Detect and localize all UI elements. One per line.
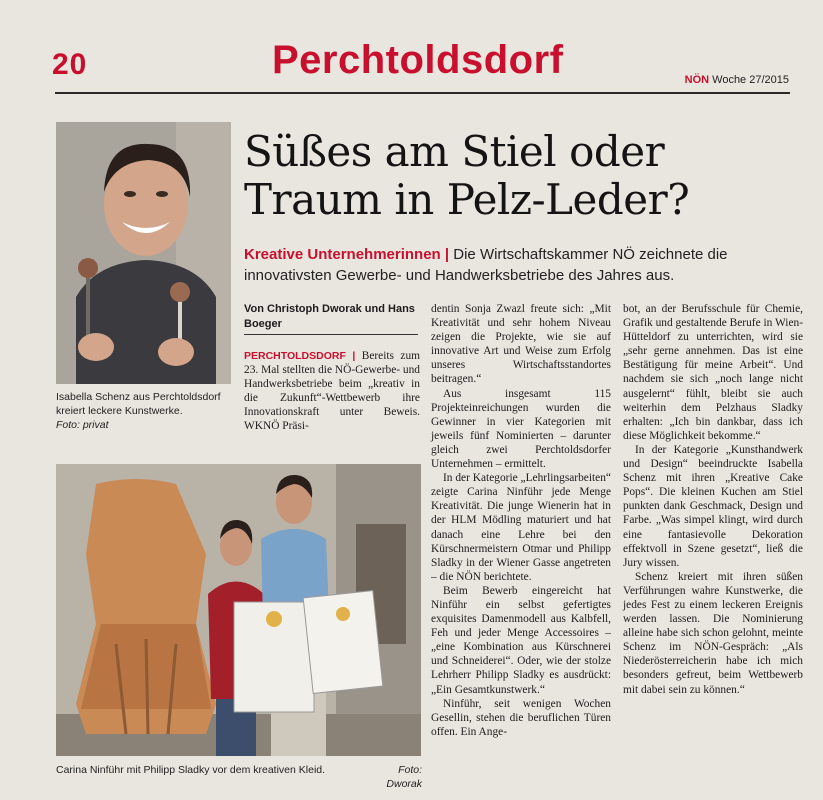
header-rule [55,92,790,94]
byline: Von Christoph Dworak und Hans Boeger [244,303,415,330]
paragraph-text: Bereits zum 23. Mal stellten die NÖ-Gewerbe- und Handwerksbetriebe beim „kreativ in die Zukunft“-Wettbewerb ihre Innovationskraft unter Beweis. WKNÖ Präsi- [244,350,420,433]
headline-line-2: Traum in Pelz-Leder? [244,175,690,224]
article-column-3 [623,302,803,697]
section-title: Perchtoldsdorf [272,38,564,82]
article-column-2 [431,302,611,739]
headline [244,128,804,224]
photo-ninfuehr-sladky [56,464,421,756]
paragraph: Aus insgesamt 115 Projekteinreichungen wurden die Gewinner in vier Kategorien mit jeweils fünf Nominierten – darunter gleich zwei Perchtoldsdorfer Unternehmen – ermittelt. [431,387,611,471]
paragraph: In der Kategorie „Lehrlingsarbeiten“ zeigte Carina Ninführ jede Menge Kreativität. Die junge Wienerin hat in der HLM Mödling maturiert und hat danach eine Lehre bei den Kürschnermeistern Otmar und Philipp Sladky in der Wiener Gasse angetreten – die NÖN berichtete. [431,472,611,583]
ortsmarke: PERCHTOLDSDORF | [244,350,356,362]
issue-info [685,74,789,86]
issue-week: Woche 27/2015 [712,74,789,86]
portrait-illustration [56,122,231,384]
photo1-caption-text: Isabella Schenz aus Perchtoldsdorf kreiert leckere Kunstwerke. [56,391,221,417]
shop-illustration [56,464,421,756]
paragraph: Ninführ, seit wenigen Wochen Gesellin, stehen die beruflichen Türen offen. Ein Ange- [431,697,611,738]
page-number: 20 [52,48,88,81]
byline-rule [244,334,418,335]
kicker-label: Kreative Unternehmerinnen | [244,246,450,263]
kicker [244,244,804,286]
photo-isabella-schenz [56,122,231,384]
photo1-caption [56,390,232,432]
photo2-caption: Carina Ninführ mit Philipp Sladky vor dem kreativen Kleid. [56,764,326,776]
paragraph: Beim Bewerb eingereicht hat Ninführ ein selbst gefertigtes exquisites Damenmodell aus Kalbfell, Feh und jeder Menge Accessoires – „eine Kombination aus Kürschnerei und Schneiderei“. Oder, wie der stolze Lehrherr Philipp Sladky es ausdrückt: „Ein Gesamtkunstwerk.“ [431,584,611,696]
paragraph: In der Kategorie „Kunsthandwerk und Design“ beeindruckte Isabella Schenz mit ihren „Kreative Cake Pops“. Die kleinen Kuchen am Stiel punkten dank Geschmack, Design und Farbe. „Was simpel klingt, wird durch eine fantasievolle Dekoration effektvoll in Szene gesetzt“, ließ die Jury wissen. [623,443,803,569]
article-column-1 [244,349,420,434]
kicker-text: Die Wirtschaftskammer NÖ zeichnete die innovativsten Gewerbe- und Handwerksbetriebe des Jahres aus. [244,246,728,284]
paragraph: dentin Sonja Zwazl freute sich: „Mit Kreativität und sehr hohem Niveau zeigen die Projekte, wie sie auf innovative Art und Weise zum Erfolg unseres Wirtschaftsstandortes beitragen.“ [431,303,611,386]
paragraph [244,349,420,434]
paragraph: bot, an der Berufsschule für Chemie, Grafik und gestaltende Berufe in Wien-Hütteldorf zu unterrichten, wird sie „sehr gerne annehmen. Das ist eine Bestätigung für meine Arbeit“. Und nachdem sie sich „noch lange nicht ausgelernt“ fühlt, bleibt sie auch weiterhin dem Pelzhaus Sladky erhalten: „Ich bin dankbar, dass ich diese Möglichkeit bekomme.“ [623,303,803,442]
paper-brand: NÖN [684,74,710,86]
paragraph: Schenz kreiert mit ihren süßen Verführungen wahre Kunstwerke, die jedes Fest zu einem leckeren Ereignis werden lassen. Die Nominierung alleine habe sich schon gelohnt, meinte Schenz im NÖN-Gespräch: „Als Niederösterreicherin habe ich mich besonders gefreut, beim Wettbewerb mit dabei sein zu können.“ [623,570,803,696]
photo2-credit: Foto: Dworak [386,764,422,790]
headline-line-1: Süßes am Stiel oder [244,127,665,176]
photo1-credit: Foto: privat [56,419,109,431]
